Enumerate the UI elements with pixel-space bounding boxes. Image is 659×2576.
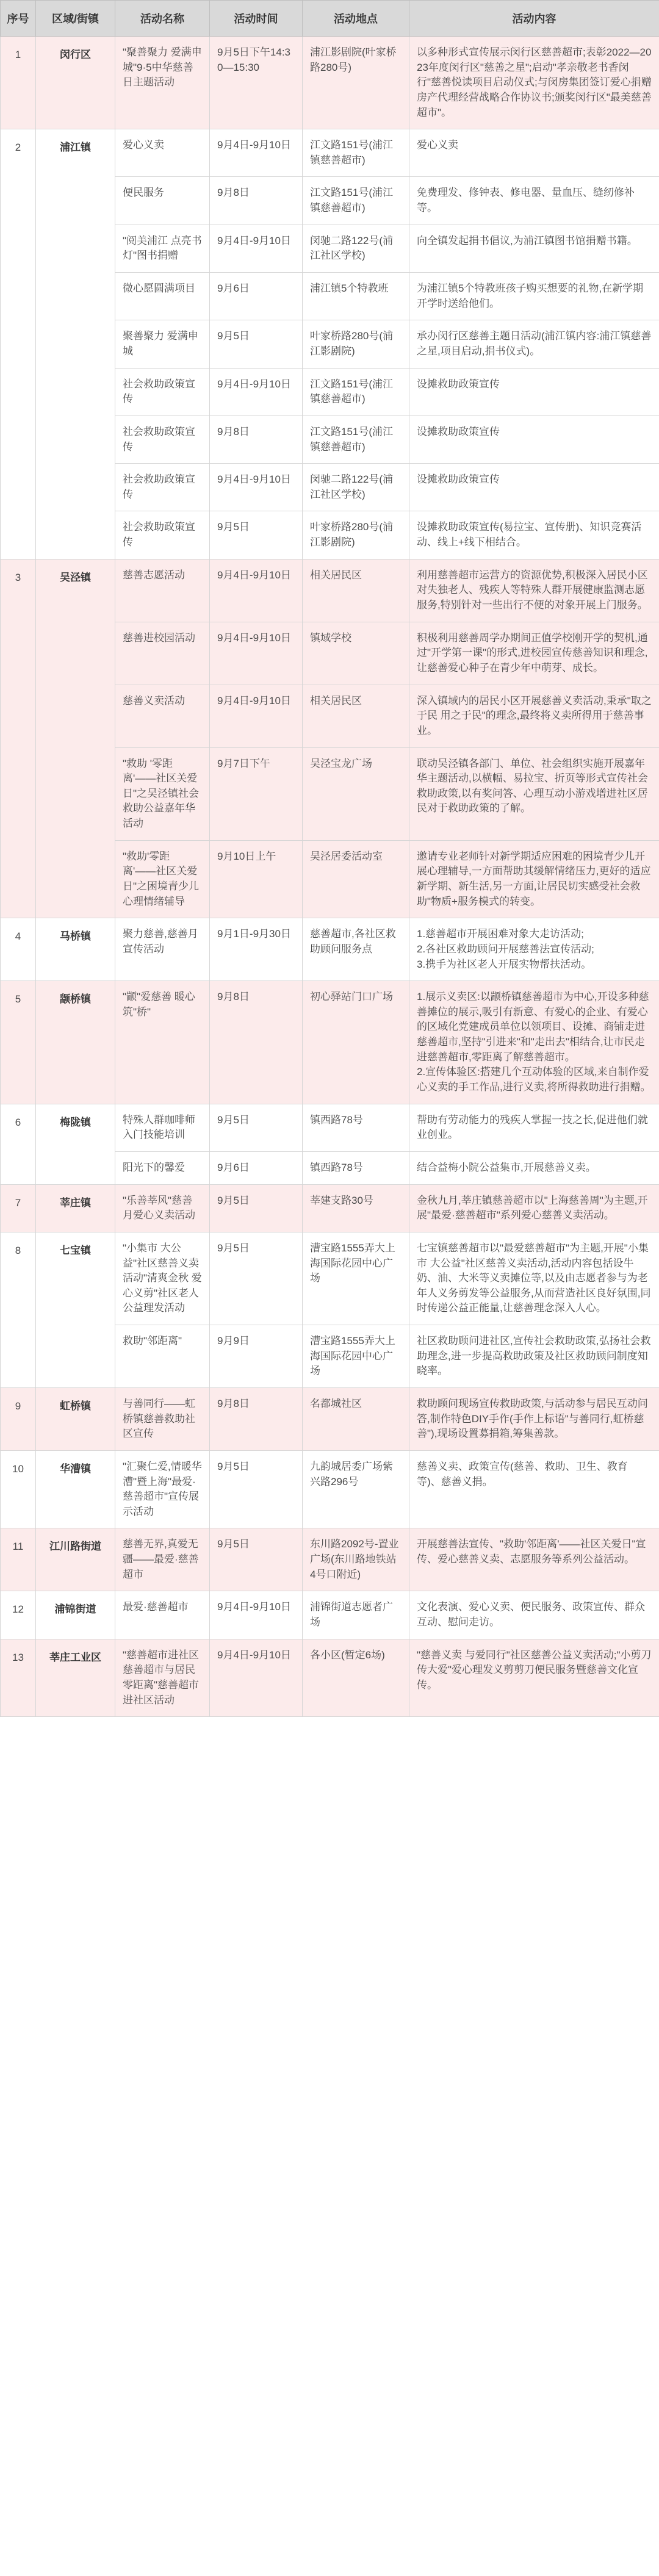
- cell-seq: 2: [1, 129, 36, 559]
- cell-name: 慈善无界,真爱无疆——最爱·慈善超市: [115, 1528, 210, 1591]
- cell-area: 颛桥镇: [36, 981, 115, 1104]
- cell-place: 东川路2092号-置业广场(东川路地铁站4号口附近): [303, 1528, 409, 1591]
- cell-content: 七宝镇慈善超市以"最爱慈善超市"为主题,开展"小集市 大公益"社区慈善义卖活动,活动内容包括设牛奶、油、大米等义卖摊位等,以及由志愿者参与为老年人义务剪发等公益服务,从而营造社区良好氛围,同时传递公益正能量,让慈善理念深入人心。: [409, 1232, 659, 1325]
- cell-seq: 12: [1, 1591, 36, 1639]
- cell-name: 社会救助政策宣传: [115, 464, 210, 511]
- cell-seq: 11: [1, 1528, 36, 1591]
- cell-time: 9月5日: [210, 511, 303, 559]
- cell-time: 9月1日-9月30日: [210, 918, 303, 981]
- cell-content: 爱心义卖: [409, 129, 659, 177]
- cell-time: 9月8日: [210, 416, 303, 463]
- cell-name: 便民服务: [115, 177, 210, 225]
- cell-area: 浦锦街道: [36, 1591, 115, 1639]
- cell-content: 免费理发、修钟表、修电器、量血压、缝纫修补等。: [409, 177, 659, 225]
- cell-place: 闵驰二路122号(浦江社区学校): [303, 225, 409, 272]
- cell-place: 江文路151号(浦江镇慈善超市): [303, 368, 409, 416]
- cell-time: 9月10日上午: [210, 840, 303, 918]
- cell-time: 9月7日下午: [210, 747, 303, 840]
- header-name: 活动名称: [115, 1, 210, 37]
- cell-area: 七宝镇: [36, 1232, 115, 1387]
- cell-content: 邀请专业老师针对新学期适应困难的困境青少儿开展心理辅导,一方面帮助其缓解情绪压力,更好的适应新学期、新生活,另一方面,让居民切实感受社会救助"物质+服务模式的转变。: [409, 840, 659, 918]
- cell-content: 设摊救助政策宣传: [409, 464, 659, 511]
- cell-place: 莘建支路30号: [303, 1184, 409, 1232]
- cell-place: 闵驰二路122号(浦江社区学校): [303, 464, 409, 511]
- cell-name: "乐善莘风"慈善月爱心义卖活动: [115, 1184, 210, 1232]
- table-row: [1, 1639, 659, 1717]
- table-row: [1, 981, 659, 1104]
- cell-time: 9月4日-9月10日: [210, 1591, 303, 1639]
- cell-place: 相关居民区: [303, 559, 409, 622]
- cell-area: 莘庄镇: [36, 1184, 115, 1232]
- cell-name: "小集市 大公益"社区慈善义卖活动"清爽金秋 爱心义剪"社区老人公益理发活动: [115, 1232, 210, 1325]
- cell-name: "汇聚仁爱,情暖华漕"暨上海"最爱·慈善超市"宣传展示活动: [115, 1450, 210, 1528]
- cell-content: 社区救助顾问进社区,宣传社会救助政策,弘扬社会救助理念,进一步提高救助政策及社区救助顾问制度知晓率。: [409, 1325, 659, 1388]
- cell-seq: 5: [1, 981, 36, 1104]
- cell-area: 梅陇镇: [36, 1104, 115, 1184]
- cell-content: 救助顾问现场宣传救助政策,与活动参与居民互动问答,制作特色DIY手作(手作上标语"与善同行,虹桥慈善"),现场设置募捐箱,筹集善款。: [409, 1388, 659, 1451]
- cell-content: 设摊救助政策宣传: [409, 416, 659, 463]
- cell-seq: 13: [1, 1639, 36, 1717]
- cell-seq: 7: [1, 1184, 36, 1232]
- cell-content: 承办闵行区慈善主题日活动(浦江镇内容:浦江镇慈善之星,项目启动,捐书仪式)。: [409, 320, 659, 368]
- table-row: [1, 918, 659, 981]
- cell-name: "救助 '零距离'——社区关爱日"之吴泾镇社会救助公益嘉年华活动: [115, 747, 210, 840]
- cell-time: 9月6日: [210, 273, 303, 320]
- cell-place: 镇域学校: [303, 622, 409, 685]
- cell-name: 社会救助政策宣传: [115, 511, 210, 559]
- cell-content: 文化表演、爱心义卖、便民服务、政策宣传、群众互动、慰问走访。: [409, 1591, 659, 1639]
- cell-name: 阳光下的馨爱: [115, 1151, 210, 1184]
- cell-name: 最爱·慈善超市: [115, 1591, 210, 1639]
- cell-place: 各小区(暂定6场): [303, 1639, 409, 1717]
- cell-content: 设摊救助政策宣传: [409, 368, 659, 416]
- cell-place: 叶家桥路280号(浦江影剧院): [303, 320, 409, 368]
- cell-seq: 1: [1, 37, 36, 129]
- cell-name: 慈善义卖活动: [115, 685, 210, 747]
- cell-time: 9月4日-9月10日: [210, 559, 303, 622]
- cell-time: 9月8日: [210, 981, 303, 1104]
- header-content: 活动内容: [409, 1, 659, 37]
- cell-time: 9月5日: [210, 320, 303, 368]
- cell-time: 9月4日-9月10日: [210, 1639, 303, 1717]
- table-row: [1, 129, 659, 177]
- cell-time: 9月5日: [210, 1232, 303, 1325]
- cell-content: 帮助有劳动能力的残疾人掌握一技之长,促进他们就业创业。: [409, 1104, 659, 1151]
- cell-time: 9月9日: [210, 1325, 303, 1388]
- cell-name: "慈善超市进社区 慈善超市与居民零距离"慈善超市进社区活动: [115, 1639, 210, 1717]
- cell-place: 吴泾宝龙广场: [303, 747, 409, 840]
- cell-name: 聚善聚力 爱满申城: [115, 320, 210, 368]
- cell-time: 9月5日: [210, 1528, 303, 1591]
- cell-place: 相关居民区: [303, 685, 409, 747]
- cell-seq: 3: [1, 559, 36, 918]
- cell-time: 9月5日下午14:30—15:30: [210, 37, 303, 129]
- cell-content: 设摊救助政策宣传(易拉宝、宣传册)、知识竞赛活动、线上+线下相结合。: [409, 511, 659, 559]
- cell-place: 漕宝路1555弄大上海国际花园中心广场: [303, 1325, 409, 1388]
- cell-name: 救助"邻距离": [115, 1325, 210, 1388]
- cell-name: 特殊人群咖啡师入门技能培训: [115, 1104, 210, 1151]
- table-row: [1, 559, 659, 622]
- cell-content: 向全镇发起捐书倡议,为浦江镇图书馆捐赠书籍。: [409, 225, 659, 272]
- cell-name: 微心愿圆满项目: [115, 273, 210, 320]
- cell-area: 虹桥镇: [36, 1388, 115, 1451]
- cell-place: 九韵城居委广场紫兴路296号: [303, 1450, 409, 1528]
- cell-place: 浦江镇5个特教班: [303, 273, 409, 320]
- cell-name: 爱心义卖: [115, 129, 210, 177]
- cell-place: 镇西路78号: [303, 1151, 409, 1184]
- cell-area: 莘庄工业区: [36, 1639, 115, 1717]
- cell-place: 浦锦街道志愿者广场: [303, 1591, 409, 1639]
- header-seq: 序号: [1, 1, 36, 37]
- cell-seq: 9: [1, 1388, 36, 1451]
- header-area: 区域/街镇: [36, 1, 115, 37]
- cell-name: 社会救助政策宣传: [115, 416, 210, 463]
- cell-time: 9月4日-9月10日: [210, 129, 303, 177]
- table-row: [1, 1591, 659, 1639]
- cell-place: 叶家桥路280号(浦江影剧院): [303, 511, 409, 559]
- cell-seq: 6: [1, 1104, 36, 1184]
- cell-name: "颛"爱慈善 暖心筑"桥": [115, 981, 210, 1104]
- cell-place: 江文路151号(浦江镇慈善超市): [303, 129, 409, 177]
- cell-place: 浦江影剧院(叶家桥路280号): [303, 37, 409, 129]
- cell-time: 9月8日: [210, 177, 303, 225]
- cell-time: 9月4日-9月10日: [210, 464, 303, 511]
- cell-content: 深入镇域内的居民小区开展慈善义卖活动,秉承"取之于民 用之于民"的理念,最终将义卖所得用于慈善事业。: [409, 685, 659, 747]
- cell-place: 慈善超市,各社区救助顾问服务点: [303, 918, 409, 981]
- cell-area: 江川路街道: [36, 1528, 115, 1591]
- table-body: [1, 37, 659, 1717]
- header-time: 活动时间: [210, 1, 303, 37]
- cell-content: 慈善义卖、政策宣传(慈善、救助、卫生、教育等)、慈善义捐。: [409, 1450, 659, 1528]
- cell-time: 9月5日: [210, 1104, 303, 1151]
- cell-area: 闵行区: [36, 37, 115, 129]
- cell-time: 9月8日: [210, 1388, 303, 1451]
- cell-place: 吴泾居委活动室: [303, 840, 409, 918]
- cell-name: 聚力慈善,慈善月宣传活动: [115, 918, 210, 981]
- cell-place: 名都城社区: [303, 1388, 409, 1451]
- cell-content: "慈善义卖 与爱同行"社区慈善公益义卖活动;"小剪刀 传大爱"爱心理发义剪剪刀便民服务暨慈善文化宣传。: [409, 1639, 659, 1717]
- cell-name: "阅美浦江 点亮书灯"图书捐赠: [115, 225, 210, 272]
- cell-area: 华漕镇: [36, 1450, 115, 1528]
- table-row: [1, 1388, 659, 1451]
- cell-content: 金秋九月,莘庄镇慈善超市以"上海慈善周"为主题,开展"最爱·慈善超市"系列爱心慈善义卖活动。: [409, 1184, 659, 1232]
- cell-content: 利用慈善超市运营方的资源优势,积极深入居民小区对失独老人、残疾人等特殊人群开展健康监测志愿服务,特别针对一些出行不便的对象开展上门服务。: [409, 559, 659, 622]
- cell-content: 积极利用慈善周学办期间正值学校刚开学的契机,通过"开学第一课"的形式,进校园宣传慈善知识和理念,让慈善爱心种子在青少年中萌芽、成长。: [409, 622, 659, 685]
- cell-content: 开展慈善法宣传、"救助'邻距离'——社区关爱日"宣传、爱心慈善义卖、志愿服务等系列公益活动。: [409, 1528, 659, 1591]
- cell-name: 慈善进校园活动: [115, 622, 210, 685]
- cell-time: 9月6日: [210, 1151, 303, 1184]
- cell-content: 联动吴泾镇各部门、单位、社会组织实施开展嘉年华主题活动,以横幅、易拉宝、折页等形式宣传社会救助政策,以有奖问答、心理互动小游戏增进社区居民对于救助政策的了解。: [409, 747, 659, 840]
- cell-time: 9月4日-9月10日: [210, 225, 303, 272]
- cell-time: 9月4日-9月10日: [210, 622, 303, 685]
- cell-seq: 8: [1, 1232, 36, 1387]
- cell-name: 与善同行——虹桥镇慈善救助社区宣传: [115, 1388, 210, 1451]
- cell-area: 浦江镇: [36, 129, 115, 559]
- cell-name: "聚善聚力 爱满申城"9·5中华慈善日主题活动: [115, 37, 210, 129]
- cell-content: 为浦江镇5个特教班孩子购买想要的礼物,在新学期开学时送给他们。: [409, 273, 659, 320]
- cell-name: 慈善志愿活动: [115, 559, 210, 622]
- cell-area: 吴泾镇: [36, 559, 115, 918]
- cell-place: 镇西路78号: [303, 1104, 409, 1151]
- table-row: [1, 1104, 659, 1151]
- cell-time: 9月4日-9月10日: [210, 685, 303, 747]
- table-header: [1, 1, 659, 37]
- cell-time: 9月4日-9月10日: [210, 368, 303, 416]
- cell-seq: 4: [1, 918, 36, 981]
- cell-place: 漕宝路1555弄大上海国际花园中心广场: [303, 1232, 409, 1325]
- header-place: 活动地点: [303, 1, 409, 37]
- table-row: [1, 1450, 659, 1528]
- cell-area: 马桥镇: [36, 918, 115, 981]
- cell-content: 1.慈善超市开展困难对象大走访活动; 2.各社区救助顾问开展慈善法宣传活动; 3.携手为社区老人开展实物帮扶活动。: [409, 918, 659, 981]
- cell-seq: 10: [1, 1450, 36, 1528]
- cell-time: 9月5日: [210, 1450, 303, 1528]
- cell-place: 初心驿站门口广场: [303, 981, 409, 1104]
- cell-place: 江文路151号(浦江镇慈善超市): [303, 416, 409, 463]
- table-row: [1, 37, 659, 129]
- cell-place: 江文路151号(浦江镇慈善超市): [303, 177, 409, 225]
- cell-name: "救助'零距离'——社区关爱日"之困境青少儿心理情绪辅导: [115, 840, 210, 918]
- table-row: [1, 1528, 659, 1591]
- cell-content: 以多种形式宣传展示闵行区慈善超市;表彰2022—2023年度闵行区"慈善之星";启动"孝亲敬老书香闵行"慈善悦读项目启动仪式;与闵房集团签订爱心捐赠房产代理经营战略合作协议书;颁奖闵行区"最美慈善超市"。: [409, 37, 659, 129]
- cell-time: 9月5日: [210, 1184, 303, 1232]
- cell-name: 社会救助政策宣传: [115, 368, 210, 416]
- cell-content: 结合益梅小院公益集市,开展慈善义卖。: [409, 1151, 659, 1184]
- table-row: [1, 1184, 659, 1232]
- cell-content: 1.展示义卖区:以颛桥镇慈善超市为中心,开设多种慈善摊位的展示,吸引有新意、有爱心的企业、有爱心的区域化党建成员单位以领项目、设摊、商铺走进慈善超市,坚持"引进来"和"走出去"相结合,让市民走进慈善超市,零距离了解慈善超市。 2.宣传体验区:搭建几个互动体验的区域,来自制作爱心义卖的手工作品,进行义卖,将所得救助进行捐赠。: [409, 981, 659, 1104]
- table-row: [1, 1232, 659, 1325]
